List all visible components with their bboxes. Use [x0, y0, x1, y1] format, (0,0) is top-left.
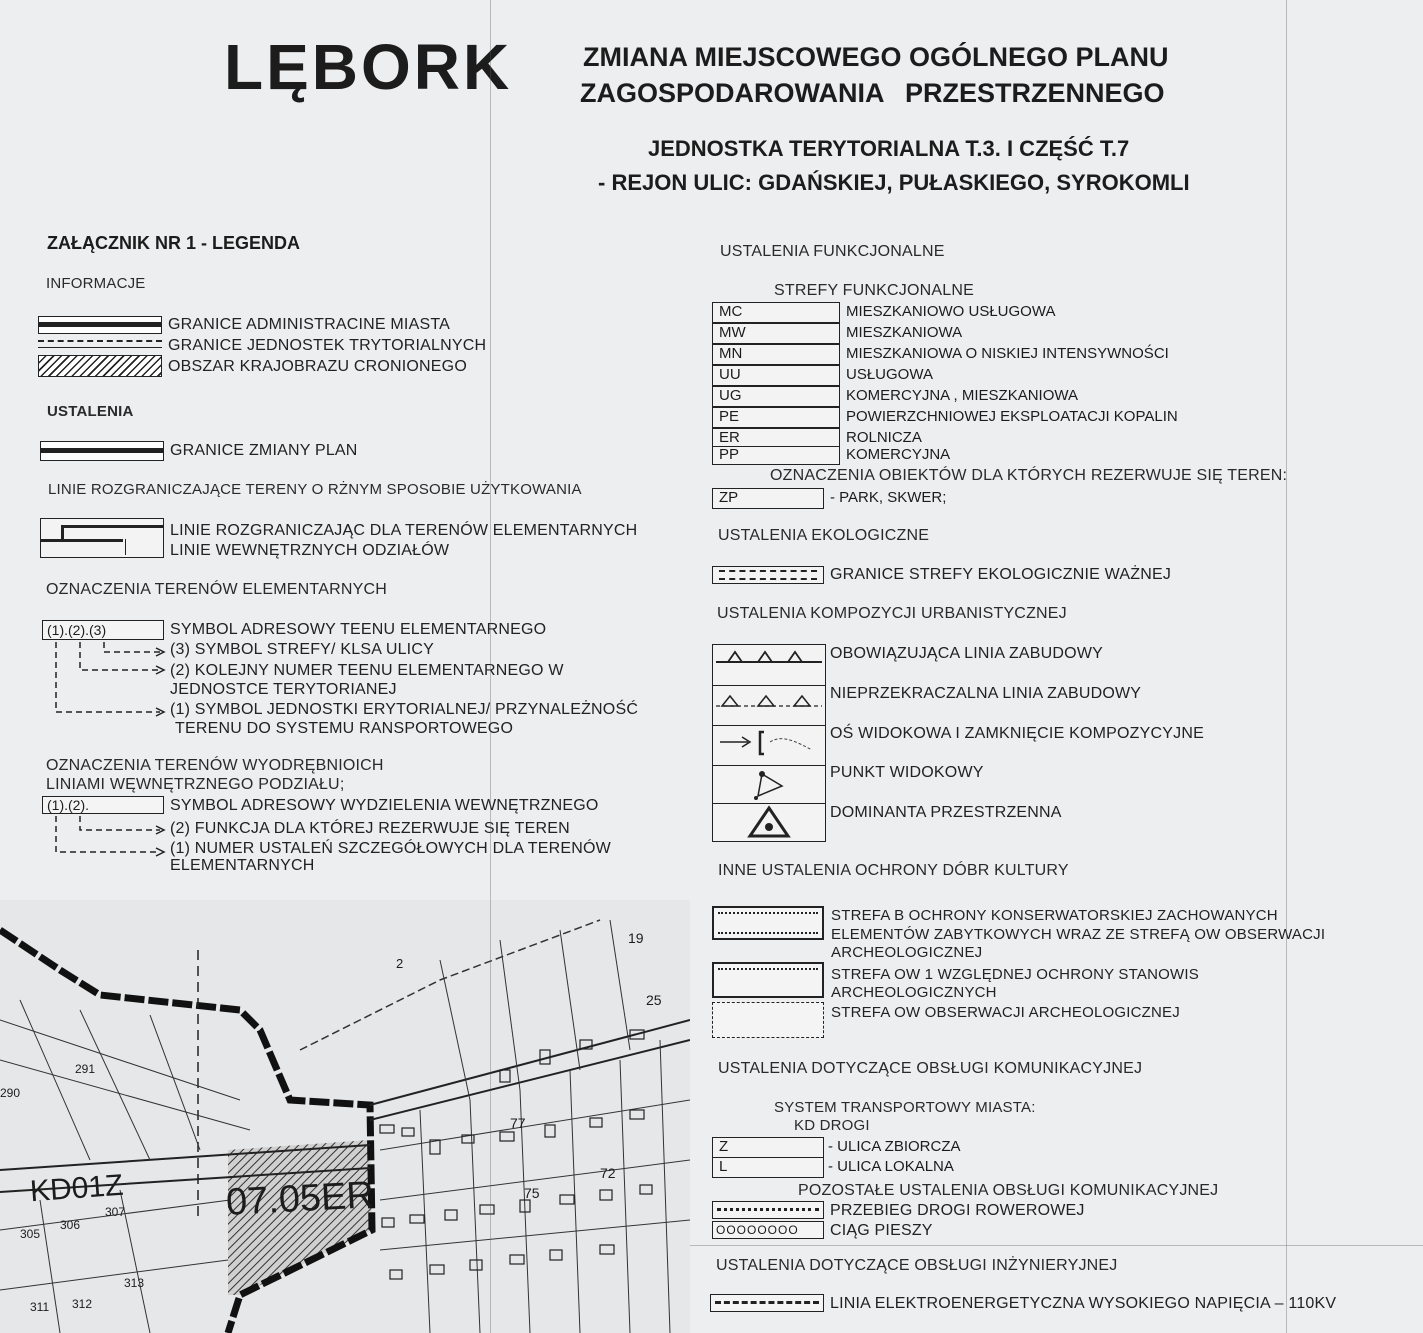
heritage-zone-ow-symbol — [712, 1002, 824, 1038]
power-line-symbol — [710, 1294, 824, 1312]
composition-label-5: DOMINANTA PRZESTRZENNA — [830, 804, 1062, 821]
viewpoint-icon — [712, 764, 826, 804]
zone-code-mw: MW — [712, 323, 840, 344]
power-line-label: LINIA ELEKTROENERGETYCZNA WYSOKIEGO NAPIĘCIA – 110KV — [830, 1295, 1337, 1312]
reserve-label: - PARK, SKWER; — [830, 489, 947, 506]
informacje-heading: INFORMACJE — [46, 275, 146, 292]
address-sub1a: (1) SYMBOL JEDNOSTKI ERYTORIALNEJ/ PRZYNALEŻNOŚĆ — [170, 701, 639, 718]
map-label-19: 19 — [628, 930, 644, 946]
fold-line-horizontal — [690, 1245, 1423, 1246]
road-code-l: L — [712, 1157, 824, 1178]
map-label-kd01z: KD01Z — [28, 1168, 125, 1209]
reserve-code: ZP — [712, 488, 824, 509]
cadastral-map-fragment — [0, 900, 690, 1333]
heritage-zone-ow1-symbol — [712, 962, 824, 998]
strefy-heading: STREFY FUNKCJONALNE — [774, 282, 974, 299]
walkway-symbol — [712, 1221, 824, 1239]
zone-code-ug: UG — [712, 386, 840, 407]
zone-code-mn: MN — [712, 344, 840, 365]
map-label-75: 75 — [524, 1185, 540, 1201]
zone-label-ug: KOMERCYJNA , MIESZKANIOWA — [846, 387, 1078, 404]
linie-heading: LINIE ROZGRANICZAJĄCE TERENY O RŻNYM SPOSOBIE UŻYTKOWANIA — [48, 481, 582, 498]
map-label-291: 291 — [75, 1062, 96, 1076]
zone-label-mc: MIESZKANIOWO USŁUGOWA — [846, 303, 1056, 320]
road-code-z: Z — [712, 1137, 824, 1158]
composition-label-1: OBOWIĄZUJĄCA LINIA ZABUDOWY — [830, 645, 1103, 662]
mandatory-building-line-icon — [712, 644, 826, 684]
bike-route-symbol — [712, 1201, 824, 1219]
heritage-zone-b-symbol — [712, 906, 824, 940]
composition-label-2: NIEPRZEKRACZALNA LINIA ZABUDOWY — [830, 685, 1142, 702]
spatial-dominant-icon — [712, 802, 826, 842]
map-label-312: 312 — [72, 1297, 93, 1311]
zone-code-pe: PE — [712, 407, 840, 428]
subdivision-symbol-text: (1).(2). — [47, 797, 89, 813]
linie-item-2: LINIE WEWNĘTRZNYCH ODZIAŁÓW — [170, 542, 450, 559]
informacje-item-1: GRANICE ADMINISTRACINE MIASTA — [168, 316, 450, 333]
zone-label-pp: KOMERCYJNA — [846, 446, 951, 463]
kd-roads: KD DROGI — [794, 1117, 870, 1134]
walkway-symbol-text: OOOOOOOO — [716, 1223, 799, 1237]
map-label-313: 313 — [124, 1276, 145, 1290]
komunikacja-heading: USTALENIA DOTYCZĄCE OBSŁUGI KOMUNIKACYJNEJ — [718, 1060, 1143, 1077]
map-label-305: 305 — [20, 1227, 41, 1241]
oznaczenia-wyodrebnionych-heading-1: OZNACZENIA TERENÓW WYODRĘBNIOICH — [46, 757, 384, 774]
map-label-307: 307 — [105, 1205, 126, 1219]
ustalenia-item-1: GRANICE ZMIANY PLAN — [170, 442, 358, 459]
city-name: LĘBORK — [224, 31, 513, 103]
road-label-z: - ULICA ZBIORCZA — [828, 1138, 961, 1155]
eco-zone-symbol — [712, 566, 824, 584]
heritage-item1c: ARCHEOLOGICZNEJ — [831, 944, 983, 961]
inzynieryjna-heading: USTALENIA DOTYCZĄCE OBSŁUGI INŻYNIERYJNEJ — [716, 1257, 1118, 1274]
informacje-item-2: GRANICE JEDNOSTEK TRYTORIALNYCH — [168, 337, 487, 354]
informacje-item-3: OBSZAR KRAJOBRAZU CRONIONEGO — [168, 358, 467, 375]
kultury-heading: INNE USTALENIA OCHRONY DÓBR KULTURY — [718, 862, 1069, 879]
composition-label-4: PUNKT WIDOKOWY — [830, 764, 984, 781]
streets-region: - REJON ULIC: GDAŃSKIEJ, PUŁASKIEGO, SYROKOMLI — [598, 170, 1190, 195]
subdivision-sub2: (2) FUNKCJA DLA KTÓREJ REZERWUJE SIĘ TEREN — [170, 820, 570, 837]
zone-label-er: ROLNICZA — [846, 429, 922, 446]
map-label-2: 2 — [396, 956, 404, 971]
zone-label-pe: POWIERZCHNIOWEJ EKSPLOATACJI KOPALIN — [846, 408, 1178, 425]
address-symbol-label: SYMBOL ADRESOWY TEENU ELEMENTARNEGO — [170, 621, 547, 638]
transport-system: SYSTEM TRANSPORTOWY MIASTA: — [774, 1099, 1036, 1116]
other-transport-heading: POZOSTAŁE USTALENIA OBSŁUGI KOMUNIKACYJNEJ — [798, 1182, 1219, 1199]
max-building-line-icon — [712, 684, 826, 724]
map-label-306: 306 — [60, 1218, 81, 1232]
address-sub2a: (2) KOLEJNY NUMER TEENU ELEMENTARNEGO W — [170, 662, 564, 679]
address-symbol-text: (1).(2).(3) — [47, 622, 107, 638]
heritage-item2a: STREFA OW 1 WZGLĘDNEJ OCHRONY STANOWIS — [831, 966, 1199, 983]
legend-title: ZAŁĄCZNIK NR 1 - LEGENDA — [47, 233, 300, 253]
oznaczenia-wyodrebnionych-heading-2: LINIAMI WĘWNĘTRZNEGO PODZIAŁU; — [46, 776, 345, 793]
heritage-item3: STREFA OW OBSERWACJI ARCHEOLOGICZNEJ — [831, 1004, 1180, 1021]
subdivision-symbol-label: SYMBOL ADRESOWY WYDZIELENIA WEWNĘTRZNEGO — [170, 797, 599, 814]
address-sub1b: TERENU DO SYSTEMU RANSPORTOWEGO — [175, 720, 514, 737]
map-label-25: 25 — [646, 992, 662, 1008]
territorial-unit: JEDNOSTKA TERYTORIALNA T.3. I CZĘŚĆ T.7 — [648, 136, 1130, 161]
heritage-item1a: STREFA B OCHRONY KONSERWATORSKIEJ ZACHOWANYCH — [831, 907, 1278, 924]
zone-code-pp: PP — [712, 446, 840, 465]
zone-label-mw: MIESZKANIOWA — [846, 324, 963, 341]
address-sub2b: JEDNOSTCE TERYTORIANEJ — [170, 681, 397, 698]
subdivision-sub1b: ELEMENTARNYCH — [170, 857, 315, 874]
plan-title-line1: ZMIANA MIEJSCOWEGO OGÓLNEGO PLANU — [583, 42, 1169, 72]
linie-item-1: LINIE ROZGRANICZAJĄC DLA TERENÓW ELEMENTARNYCH — [170, 522, 638, 539]
address-sub3: (3) SYMBOL STREFY/ KLSA ULICY — [170, 641, 434, 658]
map-label-290: 290 — [0, 1086, 21, 1100]
zone-code-er: ER — [712, 428, 840, 449]
composition-label-3: OŚ WIDOKOWA I ZAMKNIĘCIE KOMPOZYCYJNE — [830, 725, 1204, 742]
ustalenia-heading: USTALENIA — [47, 403, 134, 420]
road-label-l: - ULICA LOKALNA — [828, 1158, 954, 1175]
plan-title-line2: ZAGOSPODAROWANIA PRZESTRZENNEGO — [580, 78, 1165, 108]
oznaczenia-elementarnych-heading: OZNACZENIA TERENÓW ELEMENTARNYCH — [46, 581, 387, 598]
zone-code-mc: MC — [712, 302, 840, 323]
ekologiczne-heading: USTALENIA EKOLOGICZNE — [718, 527, 930, 544]
subdivision-connectors — [0, 0, 180, 870]
fold-line-vertical-2 — [1286, 0, 1287, 1333]
reserve-heading: OZNACZENIA OBIEKTÓW DLA KTÓRYCH REZERWUJE SIĘ TEREN: — [770, 467, 1288, 484]
subdivision-sub1a: (1) NUMER USTALEŃ SZCZEGÓŁOWYCH DLA TERENÓW — [170, 840, 611, 857]
zone-code-uu: UU — [712, 365, 840, 386]
map-label-72: 72 — [600, 1165, 616, 1181]
kompozycji-heading: USTALENIA KOMPOZYCJI URBANISTYCZNEJ — [717, 605, 1067, 622]
view-axis-icon — [712, 724, 826, 764]
map-label-er: 07.05ER — [224, 1174, 375, 1224]
zone-label-mn: MIESZKANIOWA O NISKIEJ INTENSYWNOŚCI — [846, 345, 1169, 362]
heritage-item1b: ELEMENTÓW ZABYTKOWYCH WRAZ ZE STREFĄ OW OBSERWACJI — [831, 926, 1326, 943]
map-label-77: 77 — [510, 1115, 526, 1131]
map-label-311: 311 — [30, 1300, 50, 1314]
fold-line-vertical-1 — [490, 0, 491, 1333]
heritage-item2b: ARCHEOLOGICZNYCH — [831, 984, 997, 1001]
funkcjonalne-heading: USTALENIA FUNKCJONALNE — [720, 243, 945, 260]
bike-route-label: PRZEBIEG DROGI ROWEROWEJ — [830, 1202, 1085, 1219]
zone-label-uu: USŁUGOWA — [846, 366, 933, 383]
eco-zone-label: GRANICE STREFY EKOLOGICZNIE WAŻNEJ — [830, 566, 1172, 583]
walkway-label: CIĄG PIESZY — [830, 1222, 933, 1239]
